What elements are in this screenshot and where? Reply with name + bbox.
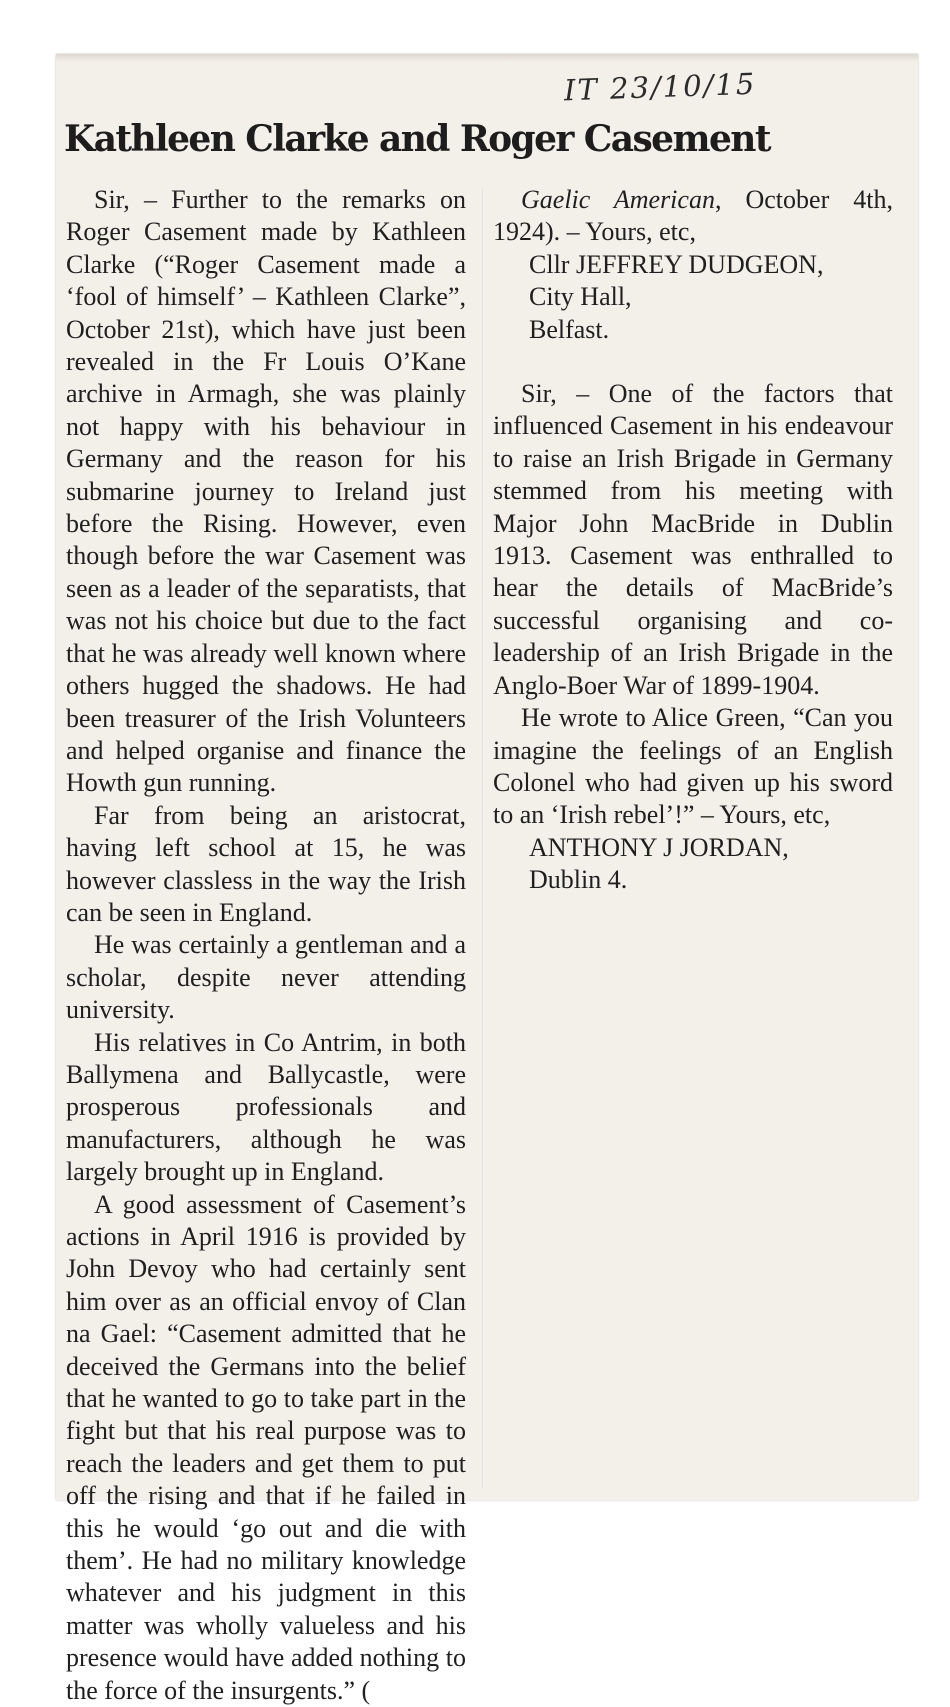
letter2-paragraph-1: Sir, – One of the factors that influenced Casement in his endeavour to raise an Irish Brigade in Germany stemmed from his meeting with Major John MacBride in Dublin 1913. Casement was enthralled to hear the details of MacBride’s successful organising and co-leadership of an Irish Brigade in the Anglo-Boer War of 1899-1904.	[493, 379, 893, 700]
letter1-paragraph-4: His relatives in Co Antrim, in both Ballymena and Ballycastle, were prosperous professionals and manufacturers, although he was largely brought up in England.	[66, 1027, 466, 1187]
column-divider	[482, 188, 483, 1488]
letter1-paragraph-2: Far from being an aristocrat, having left school at 15, he was however classless in the way the Irish can be seen in England.	[66, 800, 466, 927]
column-left	[66, 184, 466, 1707]
letter1-paragraph-5-cont	[493, 184, 893, 249]
headline: Kathleen Clarke and Roger Casement	[64, 118, 770, 160]
letter1-paragraph-5-end: , October 4th, 1924). – Yours, etc,	[493, 185, 893, 247]
letter1-signature-line2: Belfast.	[529, 314, 610, 344]
column-right	[493, 184, 893, 897]
letter1-paragraph-5-start: A good assessment of Casement’s actions in April 1916 is provided by John Devoy who had certainly sent him over as an official envoy of Clan na Gael: “Casement admitted that he deceived the Germans into the belief that he wanted to go to take part in the fight but that his real purpose was to reach the leaders and get them to put off the rising and that if he failed in this he would ‘go out and die with them’. He had no military knowledge whatever and his judgment in this matter was wholly valueless and his presence would have added nothing to the force of the insurgents.” (	[66, 1189, 466, 1705]
letter1-paragraph-1: Sir, – Further to the remarks on Roger Casement made by Kathleen Clarke (“Roger Casement made a ‘fool of himself’ – Kathleen Clarke”, October 21st), which have just been revealed in the Fr Louis O’Kane archive in Armagh, she was plainly not happy with his behaviour in Germany and the reason for his submarine journey to Ireland just before the Rising. However, even though before the war Casement was seen as a leader of the separatists, that was not his choice but due to the fact that he was already well known where others hugged the shadows. He had been treasurer of the Irish Volunteers and helped organise and finance the Howth gun running.	[66, 185, 466, 798]
handwritten-date-annotation: IT 23/10/15	[563, 66, 757, 108]
newspaper-clipping	[56, 54, 918, 1705]
letter1-paragraph-3: He was certainly a gentleman and a scholar, despite never attending university.	[66, 930, 466, 1025]
letter2-signature-line1: Dublin 4.	[529, 865, 628, 895]
letter2-signature-name: ANTHONY J JORDAN,	[529, 832, 789, 862]
publication-title: Gaelic American	[521, 185, 715, 214]
letter1-signature-name: Cllr JEFFREY DUDGEON,	[529, 249, 824, 279]
letter1-signature-line1: City Hall,	[529, 282, 632, 312]
letter2-paragraph-2: He wrote to Alice Green, “Can you imagine the feelings of an English Colonel who had given up his sword to an ‘Irish rebel’!” – Yours, etc,	[493, 703, 893, 830]
letter1-paragraph-5	[66, 1189, 466, 1707]
